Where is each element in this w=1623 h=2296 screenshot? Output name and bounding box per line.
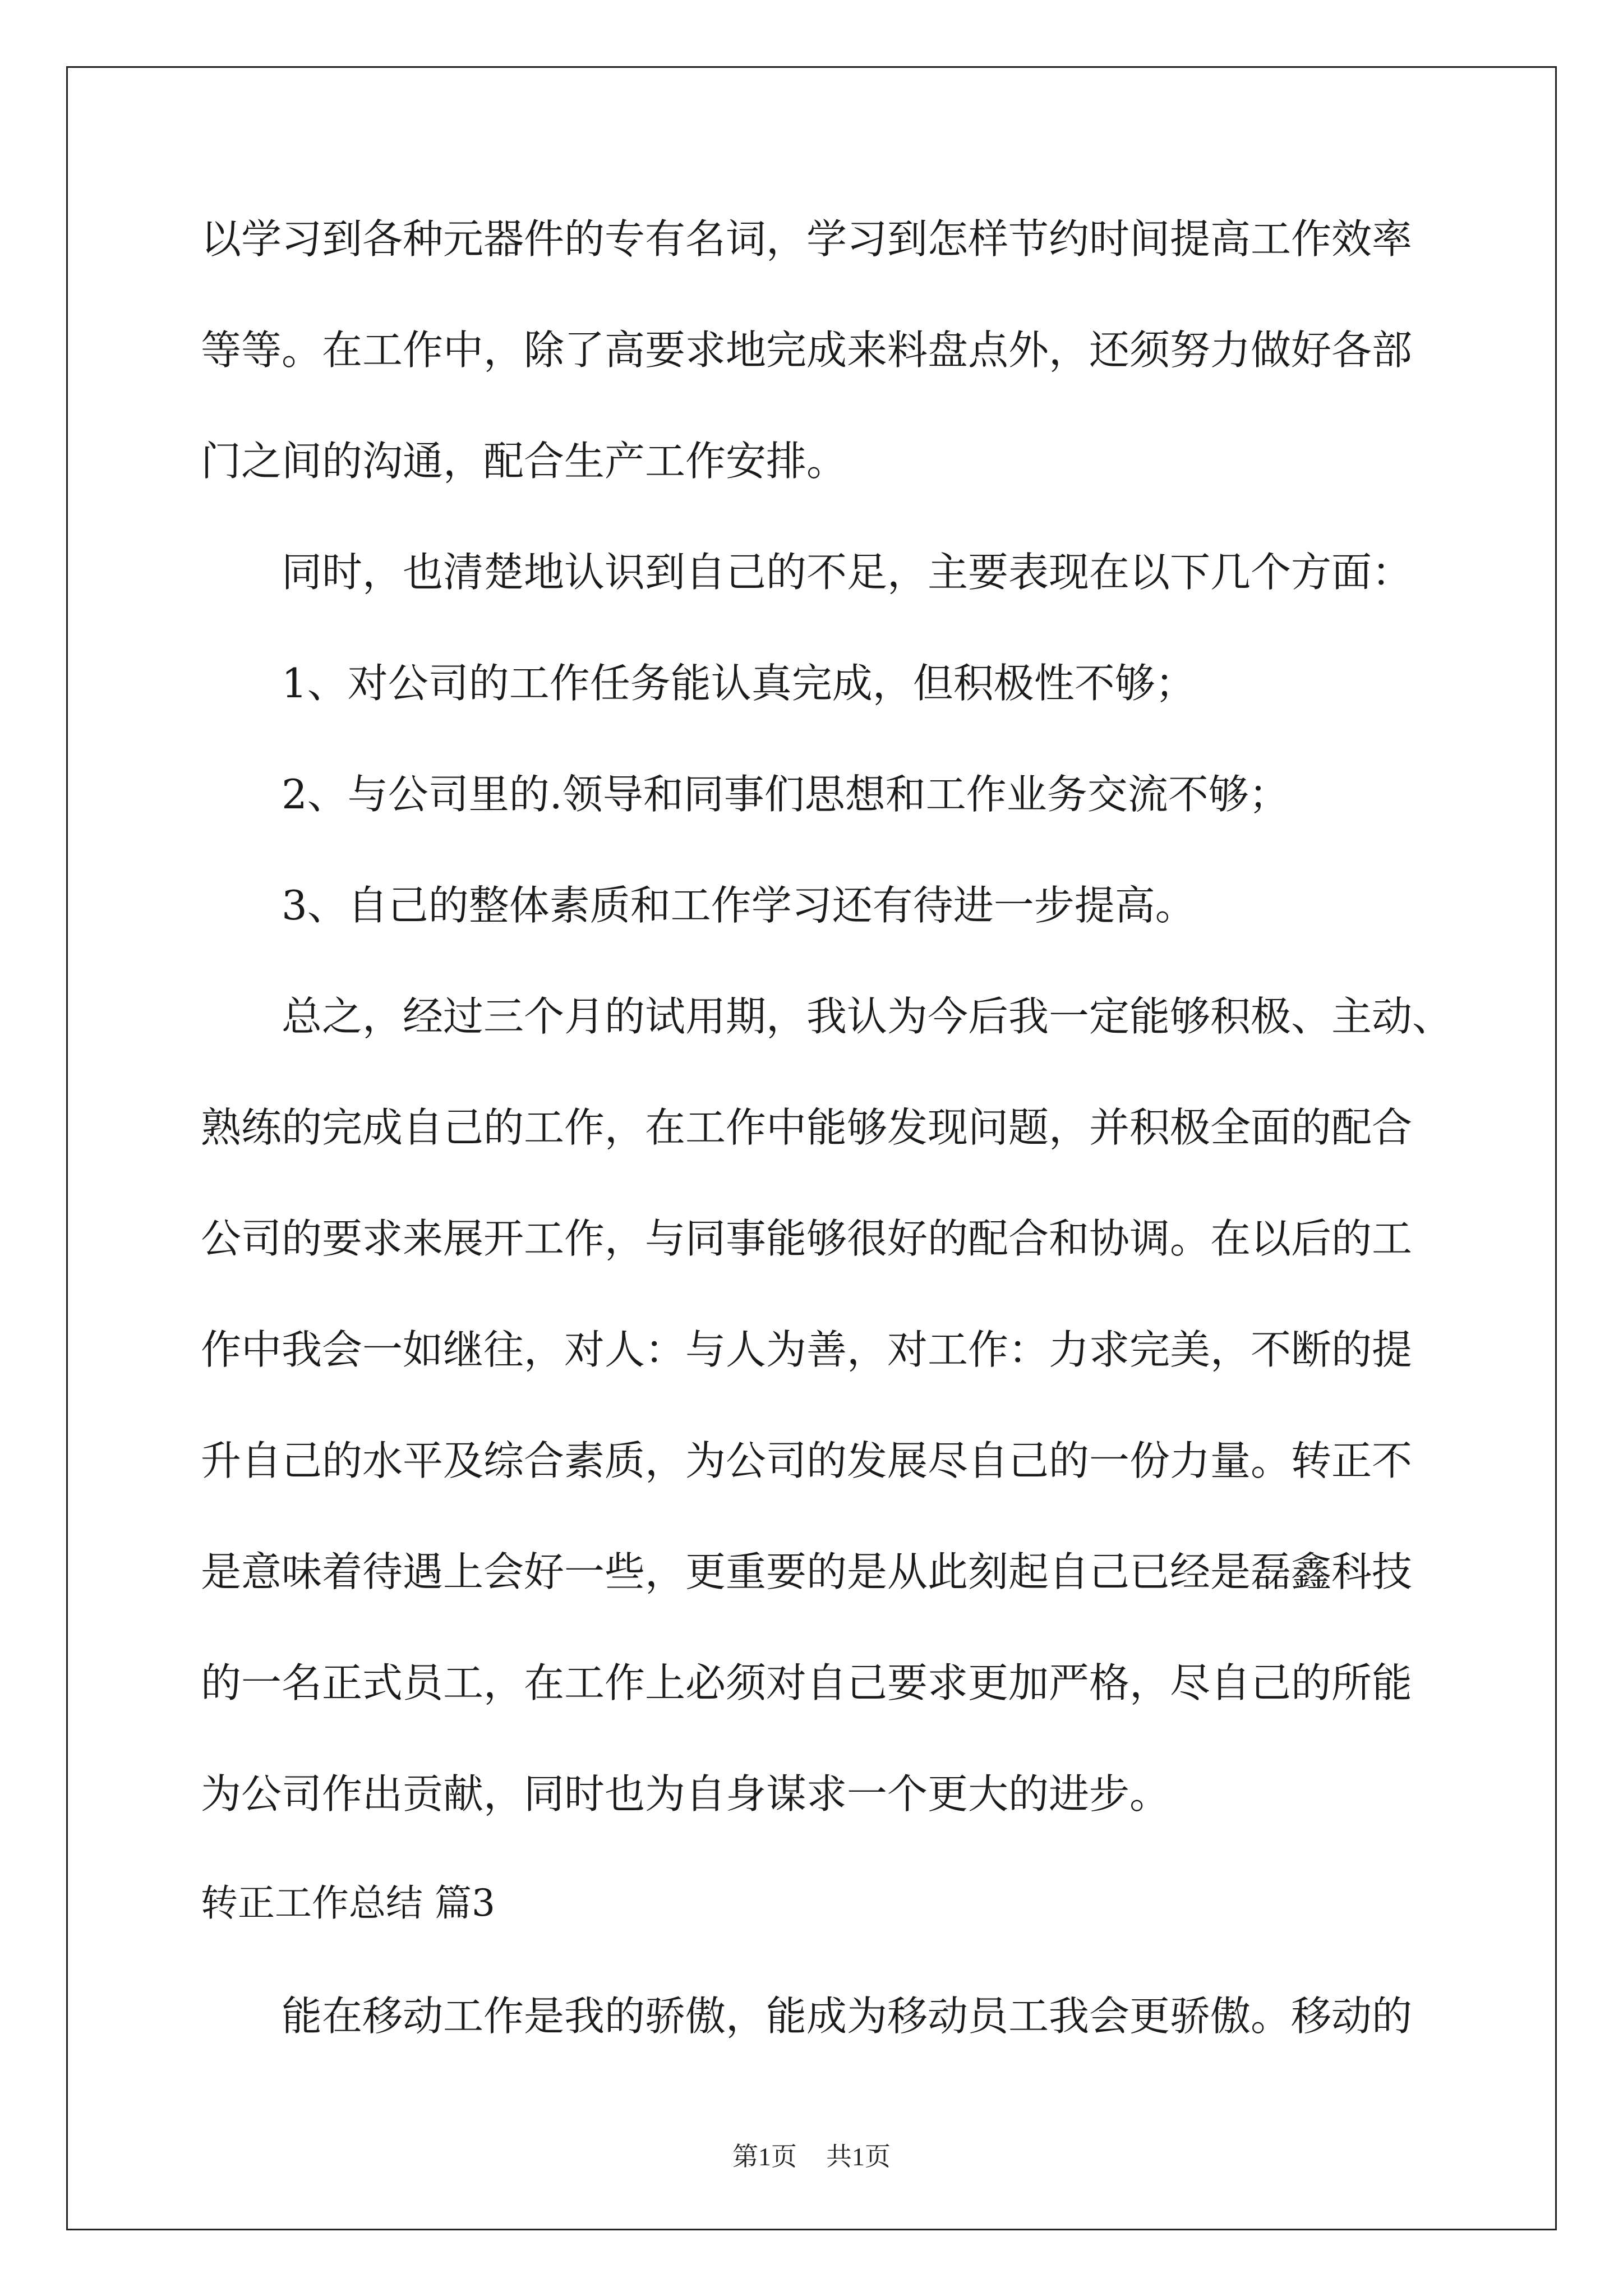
page-number: 第1页	[732, 2142, 797, 2171]
paragraph-line: 熟练的完成自己的工作，在工作中能够发现问题，并积极全面的配合	[201, 1104, 1413, 1151]
section-heading: 转正工作总结 篇3	[201, 1881, 495, 1925]
document-body	[201, 215, 1453, 2107]
paragraph-line: 为公司作出贡献，同时也为自身谋求一个更大的进步。	[201, 1770, 1170, 1818]
list-item: 1、对公司的工作任务能认真完成，但积极性不够；	[282, 660, 1196, 707]
paragraph-line: 作中我会一如继往，对人：与人为善，对工作：力求完美，不断的提	[201, 1326, 1413, 1373]
list-item: 3、自己的整体素质和工作学习还有待进一步提高。	[282, 882, 1196, 929]
list-item: 2、与公司里的.领导和同事们思想和工作业务交流不够；	[282, 771, 1289, 818]
paragraph-line: 以学习到各种元器件的专有名词，学习到怎样节约时间提高工作效率	[201, 215, 1413, 263]
paragraph-line: 是意味着待遇上会好一些，更重要的是从此刻起自己已经是磊鑫科技	[201, 1548, 1413, 1595]
page-total: 共1页	[826, 2142, 891, 2171]
paragraph-line: 能在移动工作是我的骄傲，能成为移动员工我会更骄傲。移动的	[282, 1993, 1413, 2040]
paragraph-line: 升自己的水平及综合素质，为公司的发展尽自己的一份力量。转正不	[201, 1437, 1413, 1484]
paragraph-line: 门之间的沟通，配合生产工作安排。	[201, 438, 847, 485]
paragraph-line: 同时，也清楚地认识到自己的不足，主要表现在以下几个方面：	[282, 549, 1413, 596]
page-footer	[0, 2136, 1623, 2173]
paragraph-line: 公司的要求来展开工作，与同事能够很好的配合和协调。在以后的工	[201, 1215, 1413, 1262]
paragraph-line: 等等。在工作中，除了高要求地完成来料盘点外，还须努力做好各部	[201, 326, 1413, 374]
paragraph-line: 总之，经过三个月的试用期，我认为今后我一定能够积极、主动、	[282, 993, 1453, 1040]
paragraph-line: 的一名正式员工，在工作上必须对自己要求更加严格，尽自己的所能	[201, 1659, 1413, 1706]
